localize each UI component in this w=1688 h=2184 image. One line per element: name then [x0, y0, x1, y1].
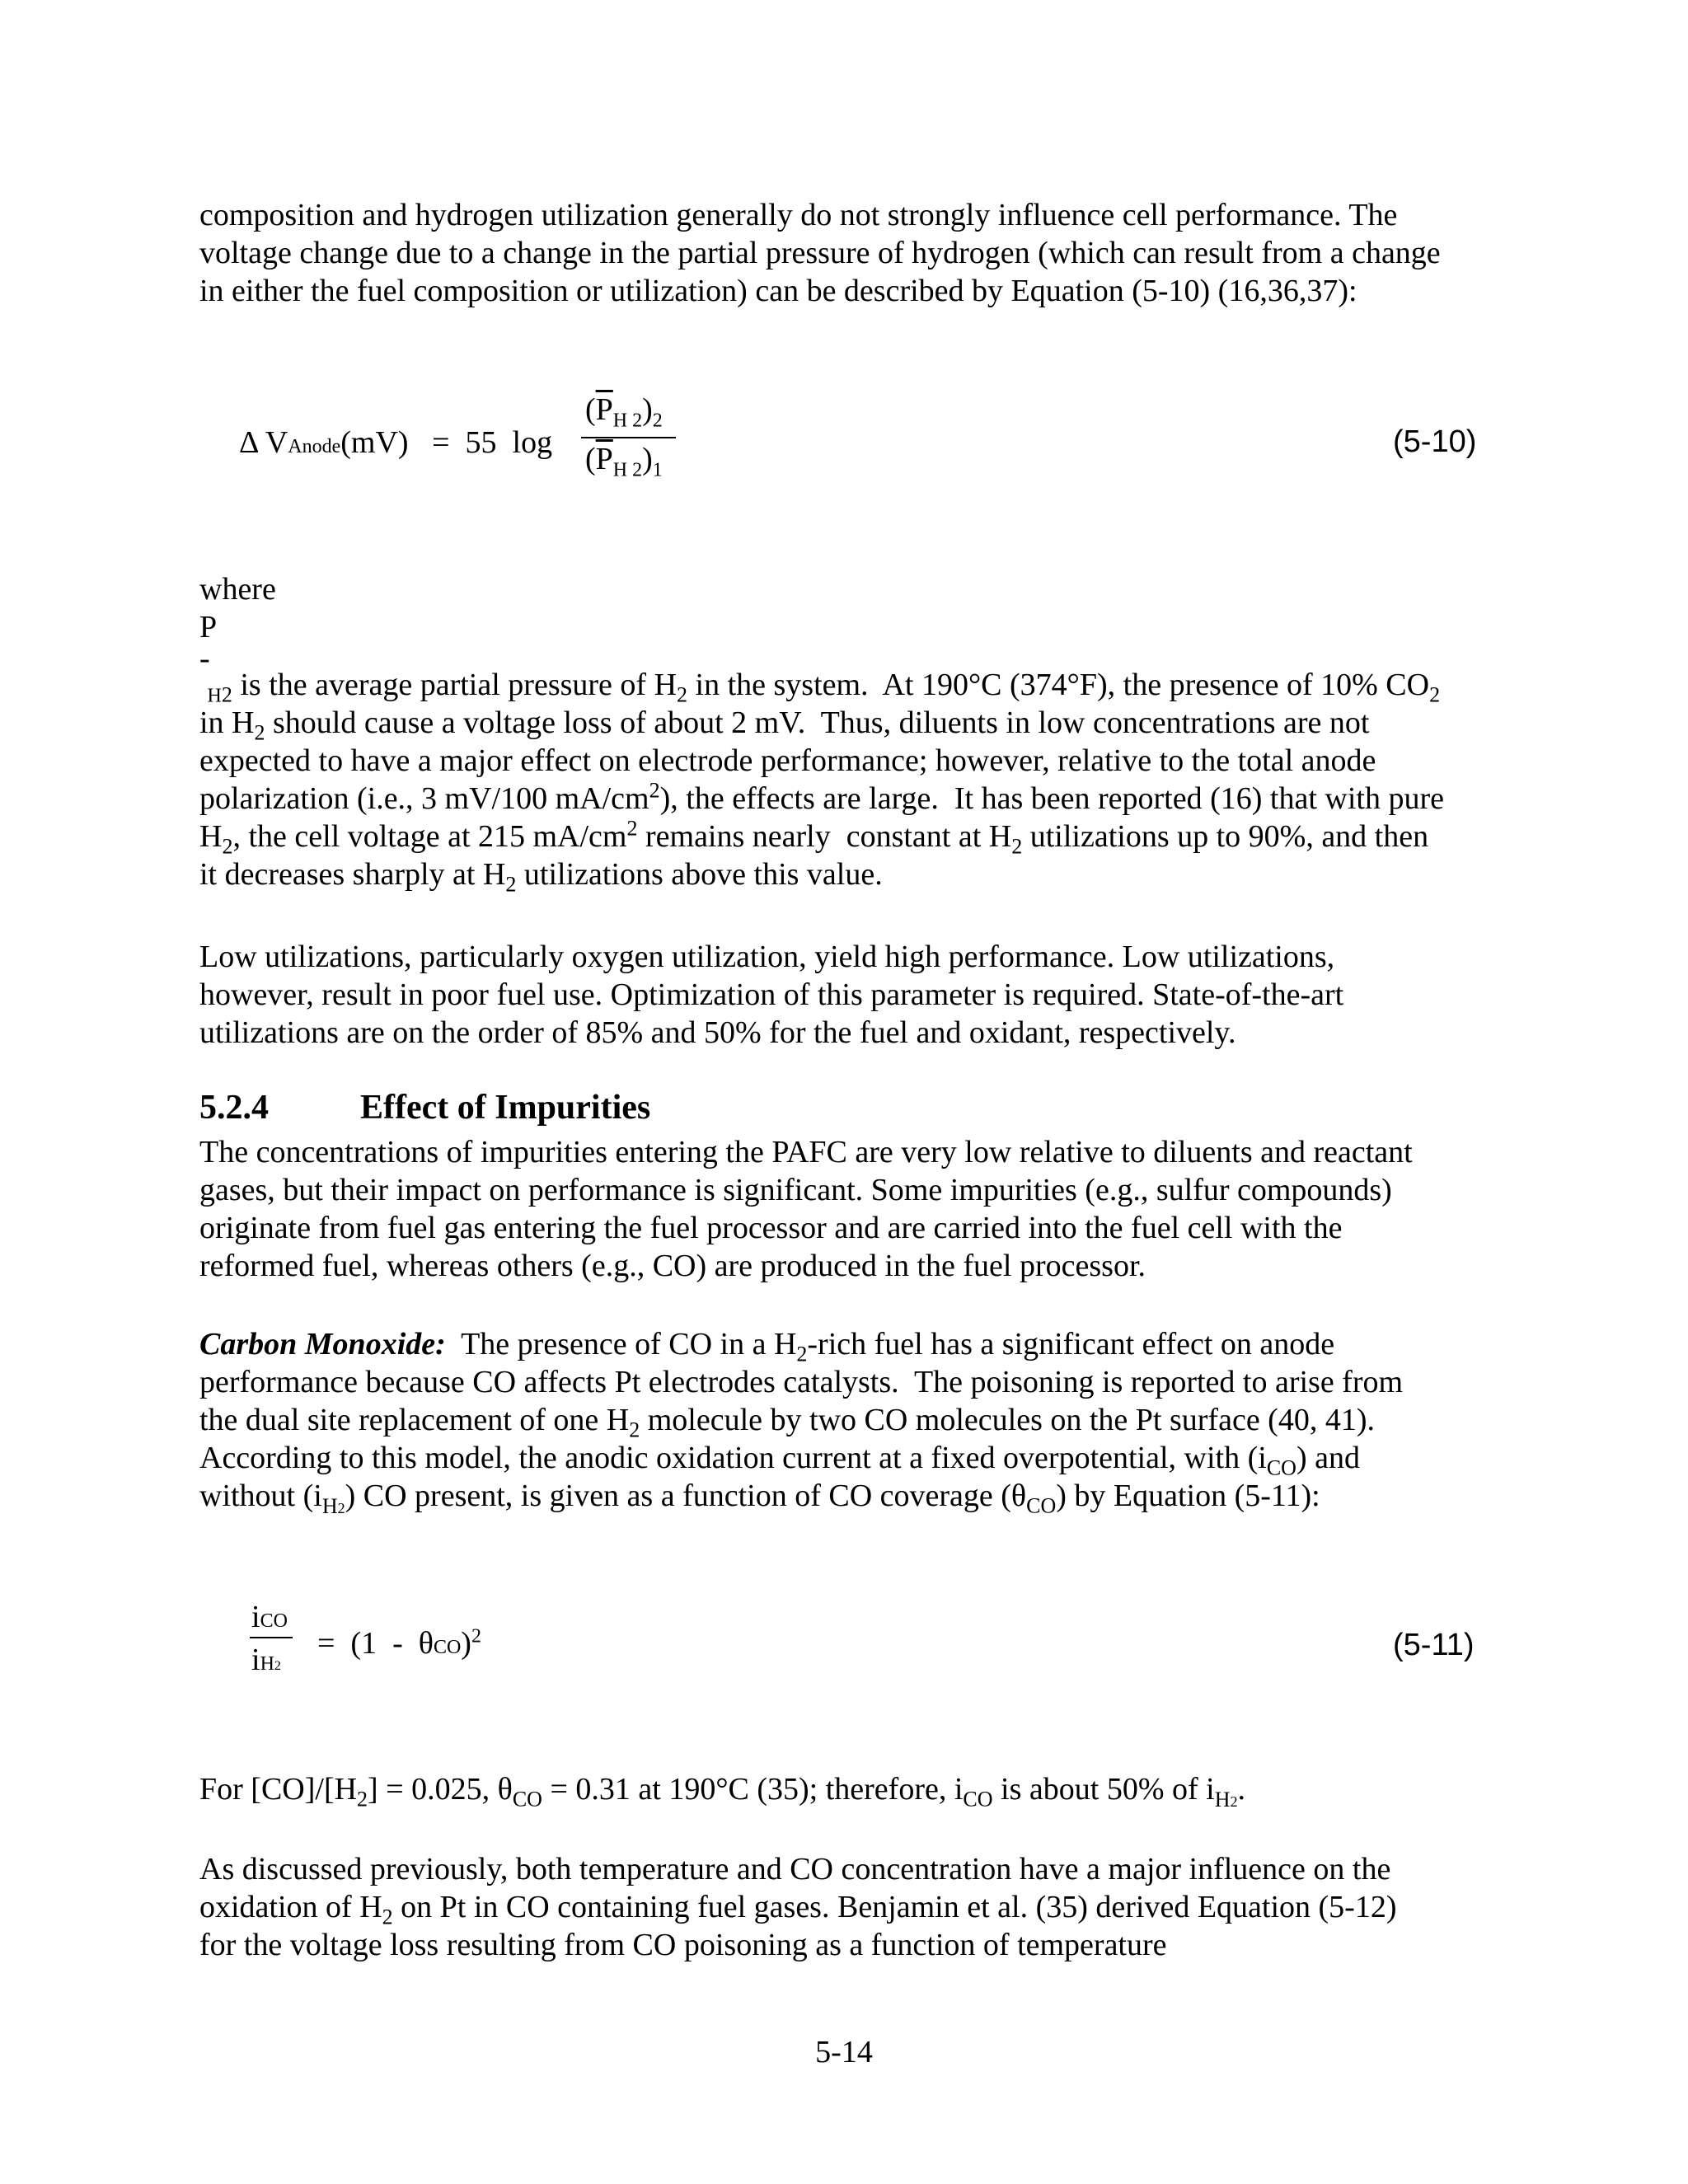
paragraph-carbon-monoxide: Carbon Monoxide: The presence of CO in a $H_2$-rich fuel has a significant effect on anode performance because CO affects Pt electrodes catalysts. The poisoning is reported to arise from the dual site replacement of one $H_2$ molecule by two CO molecules on the Pt surface (40, 41). According to this model, the anodic oxidation current at a fixed overpotential, with $(i_{CO})$ and without $(i_{H2})$ CO present, is given as a function of CO coverage $(\theta_{CO})$ by Equation (5-11):	[199, 1327, 1404, 1518]
page-number: 5-14	[815, 2035, 873, 2069]
section-title: Effect of Impurities	[360, 1089, 651, 1127]
equation-number: (5-11)	[1393, 1628, 1475, 1662]
equation-number: (5-10)	[1393, 424, 1477, 459]
text-line: voltage change due to a change in the partial pressure of hydrogen (which can result from a change	[199, 236, 1441, 270]
text-line: reformed fuel, whereas others (e.g., CO) are produced in the fuel processor.	[199, 1249, 1146, 1283]
text-line: As discussed previously, both temperature and CO concentration have a major influence on the	[199, 1852, 1391, 1886]
text-line: originate from fuel gas entering the fuel processor and are carried into the fuel cell with the	[199, 1211, 1343, 1245]
section-heading	[199, 1088, 650, 1127]
paragraph-partial-pressure: $_{H2}$ is the average partial pressure of $H_2$ in the system. At 190°C (374°F), the presence of 10% $CO_2$ in $H_2$ should cause a voltage loss of about 2 mV. Thus, diluents in low concentrations are not expected to have a major effect on electrode performance; however, relative to the total anode polarization (i.e., 3 mV/100 $mA/cm^2$), the effects are large. It has been reported (16) that with pure $H_2$, the cell voltage at 215 $mA/cm^2$ remains nearly constant at $H_2$ utilizations up to 90%, and then it decreases sharply at $H_2$ utilizations above this value.	[199, 668, 1444, 897]
carbon-monoxide-label: Carbon Monoxide:	[199, 1327, 446, 1361]
variable-letter: P	[199, 610, 218, 644]
paragraph-temperature: As discussed previously, both temperature and CO concentration have a major influence on the oxidation of $H_2$ on Pt in CO containing fuel gases. Benjamin et al. (35) derived Equation (5-12) for the voltage loss resulting from CO poisoning as a function of temperature	[199, 1850, 1493, 1964]
text-line: however, result in poor fuel use. Optimization of this parameter is required. State-of-the-art	[199, 977, 1344, 1012]
where-label: where	[199, 572, 276, 607]
section-number: 5.2.4	[199, 1089, 269, 1127]
text-line: Low utilizations, particularly oxygen utilization, yield high performance. Low utilizations,	[199, 940, 1335, 974]
paragraph-intro	[199, 196, 1493, 310]
text-line: in either the fuel composition or utilization) can be described by Equation (5-10) (16,36,37):	[199, 274, 1357, 308]
text-line: for the voltage loss resulting from CO poisoning as a function of temperature	[199, 1928, 1167, 1962]
text-line: composition and hydrogen utilization generally do not strongly influence cell performance. The	[199, 198, 1398, 232]
document-page: composition and hydrogen utilization generally do not strongly influence cell performance. The voltage change due to a change in the partial pressure of hydrogen (which can result from a change in either the fuel composition or utilization) can be described by Equation (5-10) (16,36,37): Δ VAnode(mV) = 55 log $(\overline{P}_{H 2})_2$ $(\overline{P}_{H 2})_1$ (5-10) where P - $_{H2}$ is the average partial pressure of $H_2$ in the system. At 190°C (374°F), the presence of 10% $CO_2$ in $H_2$ should cause a voltage loss of about 2 mV. Thus, diluents in low concentrations are not expected to have a major effect on electrode performance; however, relative to the total anode polarization (i.e., 3 mV/100 $mA/cm^2$), the effects are large. It has been reported (16) that with pure $H_2$, the cell voltage at 215 $mA/cm^2$ remains nearly constant at $H_2$ utilizations up to 90%, and then it decreases sharply at $H_2$ utilizations above this value. Low utilizations, particularly oxygen utilization, yield high performance. Low utilizations, however, result in poor fuel use. Optimization of this parameter is required. State-of-the-art utilizations are on the order of 85% and 50% for the fuel and oxidant, respectively. 5.2.4 Effect of Impurities The concentrations of impurities entering the PAFC are very low relative to diluents and reactant gases, but their impact on performance is significant. Some impurities (e.g., sulfur compounds) originate from fuel gas entering the fuel processor and are carried into the fuel cell with the reformed fuel, whereas others (e.g., CO) are produced in the fuel processor. Carbon Monoxide: The presence of CO in a $H_2$-rich fuel has a significant effect on anode performance because CO affects Pt electrodes catalysts. The poisoning is reported to arise from the dual site replacement of one $H_2$ molecule by two CO molecules on the Pt surface (40, 41). According to this model, the anodic oxidation current at a fixed overpotential, with $(i_{CO})$ and without $(i_{H2})$ CO present, is given as a function of CO coverage $(\theta_{CO})$ by Equation (5-11): iCO iH2 = (1 - θCO)$^2$ (5-11) For $[CO]/[H_2] = 0.025$, $\theta_{CO} = 0.31$ at 190°C (35); therefore, $i_{CO}$ is about 50% of $i_{H2}$. As discussed previously, both temperature and CO concentration have a major influence on the oxidation of $H_2$ on Pt in CO containing fuel gases. Benjamin et al. (35) derived Equation (5-12) for the voltage loss resulting from CO poisoning as a function of temperature 5-14	[0, 0, 1688, 2184]
paragraph-co-ratio: For $[CO]/[H_2] = 0.025$, $\theta_{CO} = 0.31$ at 190°C (35); therefore, $i_{CO}$ is about 50% of $i_{H2}$.	[199, 1772, 1245, 1811]
text-line: The concentrations of impurities entering the PAFC are very low relative to diluents and reactant	[199, 1135, 1413, 1169]
where-block	[199, 570, 1493, 676]
overbar-dash: -	[199, 641, 210, 676]
text-line: gases, but their impact on performance is significant. Some impurities (e.g., sulfur compounds)	[199, 1173, 1392, 1207]
text-line: utilizations are on the order of 85% and 50% for the fuel and oxidant, respectively.	[199, 1015, 1236, 1050]
paragraph-impurities	[199, 1133, 1493, 1285]
paragraph-utilizations	[199, 938, 1493, 1052]
